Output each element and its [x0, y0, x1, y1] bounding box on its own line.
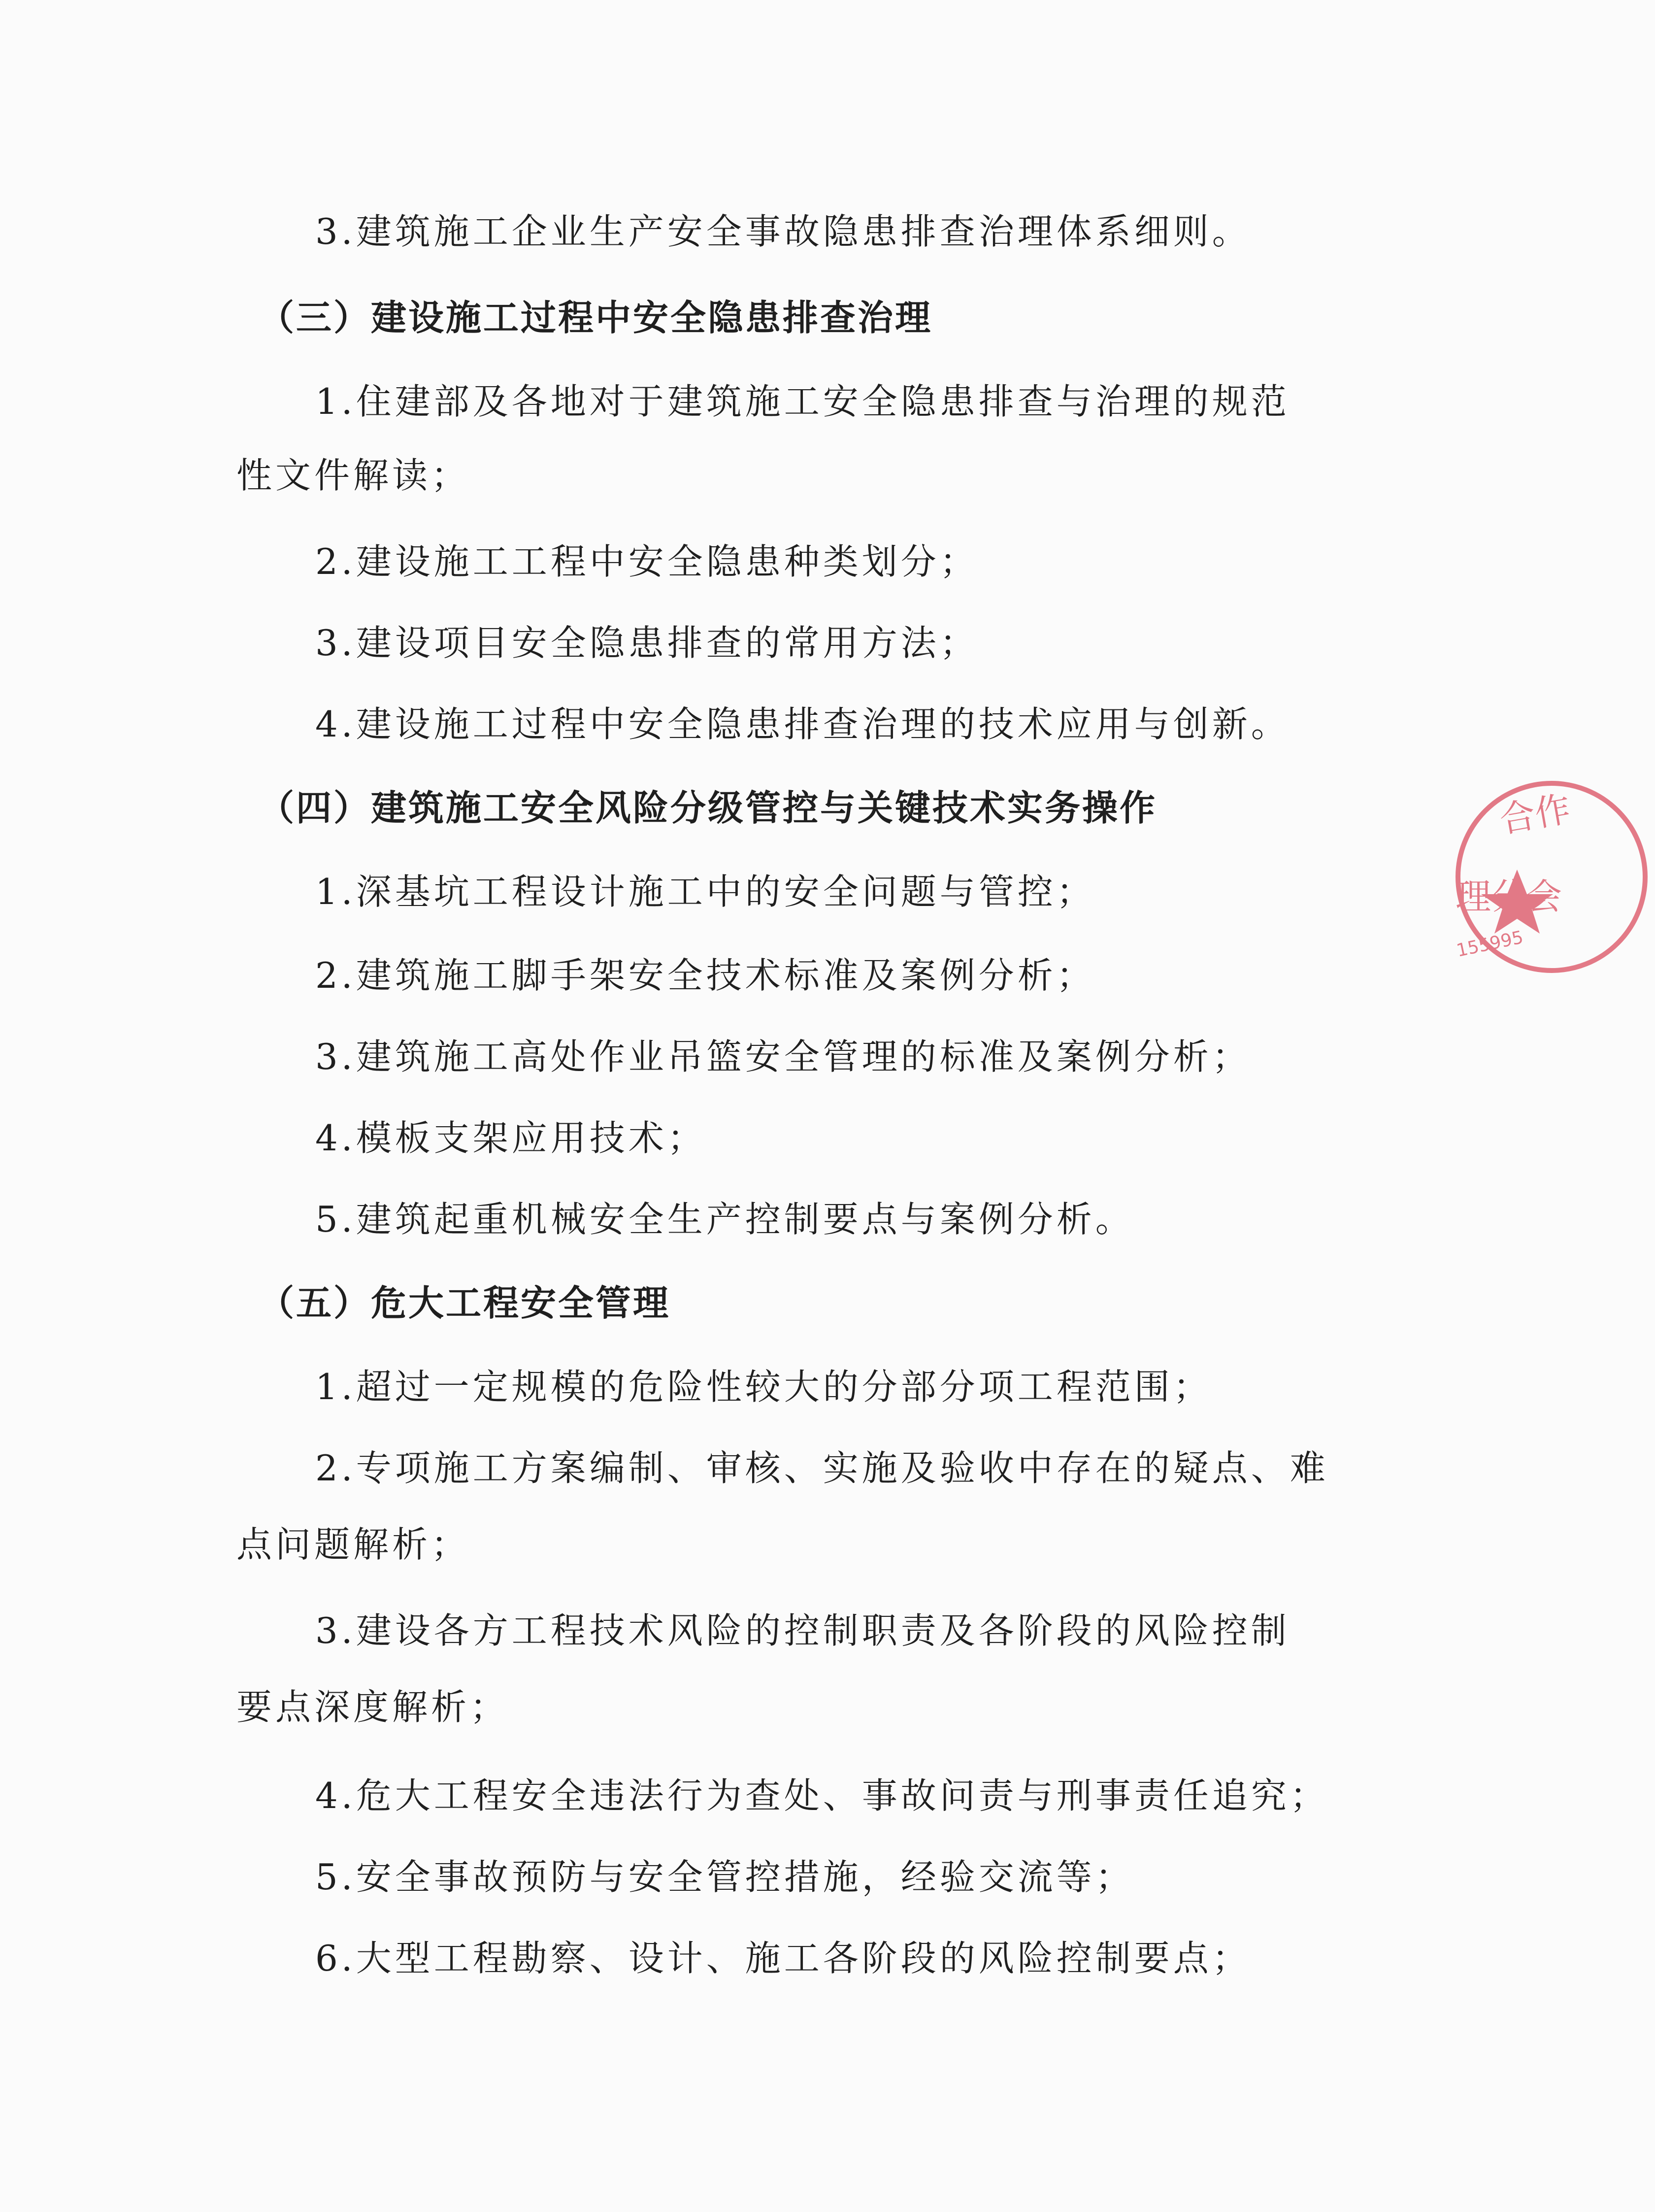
- text-line: 2.专项施工方案编制、审核、实施及验收中存在的疑点、难: [315, 1447, 1329, 1489]
- text-line: 2.建设施工工程中安全隐患种类划分；: [315, 541, 979, 582]
- text-line: 4.建设施工过程中安全隐患排查治理的技术应用与创新。: [315, 704, 1290, 745]
- stamp-text-top: 合作: [1496, 788, 1574, 841]
- text-line: 1.超过一定规模的危险性较大的分部分项工程范围；: [315, 1366, 1212, 1408]
- text-line: 5.建筑起重机械安全生产控制要点与案例分析。: [315, 1199, 1134, 1240]
- section-heading: （三）建设施工过程中安全隐患排查治理: [259, 297, 933, 338]
- text-line: 3.建筑施工高处作业吊篮安全管理的标准及案例分析；: [315, 1036, 1251, 1077]
- text-line: 3.建筑施工企业生产安全事故隐患排查治理体系细则。: [315, 211, 1251, 252]
- text-line: 3.建设项目安全隐患排查的常用方法；: [315, 622, 979, 664]
- text-line: 要点深度解析；: [236, 1686, 509, 1728]
- text-line: 点问题解析；: [236, 1524, 470, 1565]
- text-line: 2.建筑施工脚手架安全技术标准及案例分析；: [315, 955, 1095, 996]
- text-line: 1.深基坑工程设计施工中的安全问题与管控；: [315, 871, 1095, 912]
- text-line: 5.安全事故预防与安全管控措施，经验交流等；: [315, 1856, 1134, 1898]
- text-line: 性文件解读；: [236, 455, 470, 496]
- stamp-text-bottom: 理分会: [1456, 876, 1562, 917]
- text-line: 6.大型工程勘察、设计、施工各阶段的风险控制要点；: [315, 1938, 1251, 1979]
- section-heading: （五）危大工程安全管理: [259, 1282, 671, 1324]
- text-line: 3.建设各方工程技术风险的控制职责及各阶段的风险控制: [315, 1610, 1290, 1651]
- text-line: 4.危大工程安全违法行为查处、事故问责与刑事责任追究；: [315, 1775, 1329, 1816]
- text-line: 1.住建部及各地对于建筑施工安全隐患排查与治理的规范: [315, 381, 1290, 422]
- red-stamp: [1448, 773, 1655, 980]
- section-heading: （四）建筑施工安全风险分级管控与关键技术实务操作: [259, 787, 1158, 829]
- text-line: 4.模板支架应用技术；: [315, 1117, 706, 1159]
- stamp-number: 155995: [1455, 927, 1525, 961]
